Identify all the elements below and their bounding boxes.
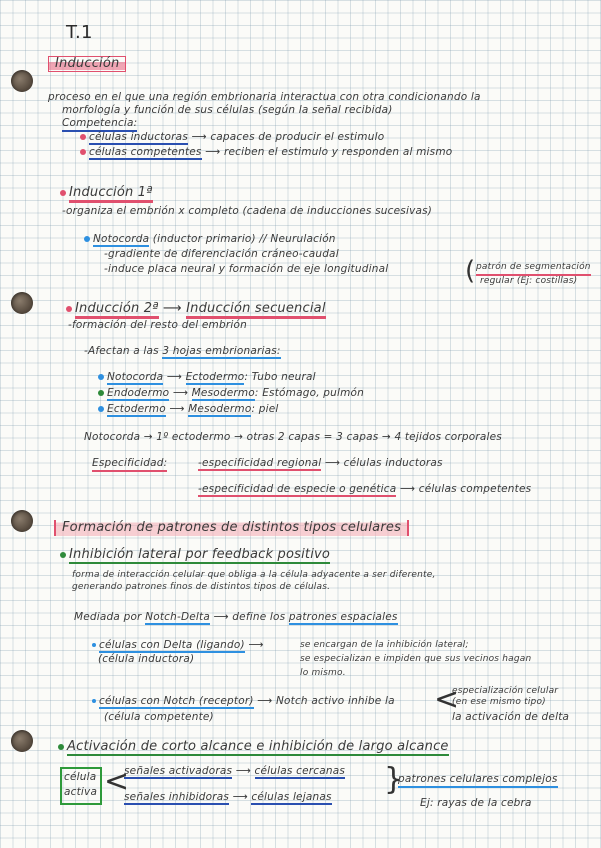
- afectan-line: -Afectan a las 3 hojas embrionarias:: [84, 345, 281, 357]
- bullet-icon: [92, 699, 96, 703]
- notch-line-2: (célula competente): [104, 711, 214, 723]
- inh-def-1: forma de interacción celular que obliga a la célula adyacente a ser diferente,: [72, 570, 436, 580]
- ejemplo-cebra: Ej: rayas de la cebra: [420, 797, 532, 809]
- esp-especie-line: -especificidad de especie o genética ⟶ células competentes: [198, 483, 532, 495]
- bullet-icon: [58, 744, 64, 750]
- esp-regional-line: -especificidad regional ⟶ células inductoras: [198, 457, 443, 469]
- bullet-icon: [66, 306, 72, 312]
- hoja-row-3: Ectodermo ⟶ Mesodermo: piel: [98, 402, 279, 416]
- senales-inhibidoras-line: señales inhibidoras ⟶ células lejanas: [124, 791, 332, 803]
- senales-activadoras-line: señales activadoras ⟶ células cercanas: [124, 765, 346, 777]
- bullet-icon: [80, 134, 86, 140]
- page-title: T.1: [66, 22, 93, 43]
- bullet-icon: [92, 643, 96, 647]
- chain-line: Notocorda → 1º ectodermo → otras 2 capas = 3 capas → 4 tejidos corporales: [84, 431, 502, 443]
- brace-icon: }: [384, 762, 404, 797]
- heading-induccion-1: Inducción 1ª: [60, 186, 153, 200]
- notch-result-1: especialización celular: [452, 686, 559, 696]
- inductoras-row: células inductoras ⟶ capaces de producir el estimulo: [80, 130, 384, 144]
- delta-desc-2: se especializan e impiden que sus vecinos hagan: [300, 654, 532, 664]
- patron-line-1: patrón de segmentación: [476, 260, 591, 276]
- bullet-icon: [60, 552, 66, 558]
- hoja-row-1: Notocorda ⟶ Ectodermo: Tubo neural: [98, 370, 316, 384]
- hoja-row-2: Endodermo ⟶ Mesodermo: Estómago, pulmón: [98, 386, 364, 400]
- bullet-icon: [60, 190, 66, 196]
- brace-icon: <: [104, 764, 130, 799]
- def-line-2: morfología y función de sus células (según la señal recibida): [62, 104, 393, 116]
- competencia-label: Competencia:: [62, 116, 137, 132]
- notocorda-row: Notocorda (inductor primario) // Neurulación: [84, 232, 336, 246]
- punch-hole: [11, 510, 33, 532]
- delta-line-2: (célula inductora): [98, 653, 195, 665]
- mediada-line: Mediada por Notch-Delta ⟶ define los patrones espaciales: [74, 611, 398, 623]
- heading-patrones: Formación de patrones de distintos tipos celulares: [54, 520, 409, 536]
- punch-hole: [11, 70, 33, 92]
- heading-induccion: Inducción: [48, 56, 126, 72]
- brace-icon: <: [434, 682, 460, 717]
- induce-line: -induce placa neural y formación de eje longitudinal: [104, 263, 389, 275]
- inh-def-2: generando patrones finos de distintos tipos de células.: [72, 582, 331, 592]
- bullet-icon: [80, 149, 86, 155]
- delta-desc-3: lo mismo.: [300, 668, 346, 678]
- competentes-row: células competentes ⟶ reciben el estimulo y responden al mismo: [80, 145, 452, 159]
- especificidad-label: Especificidad:: [92, 456, 167, 472]
- heading-inhibicion: Inhibición lateral por feedback positivo: [60, 548, 330, 562]
- punch-hole: [11, 730, 33, 752]
- notch-line-1: células con Notch (receptor) ⟶ Notch activo inhibe la: [92, 694, 395, 708]
- patron-line-2: regular (Ej: costillas): [480, 276, 578, 286]
- delta-line-1: células con Delta (ligando) ⟶: [92, 638, 264, 652]
- patrones-complejos: patrones celulares complejos: [398, 772, 558, 788]
- s3-line-1: -formación del resto del embrión: [68, 319, 247, 331]
- bullet-icon: [98, 406, 104, 412]
- notch-result-2: (en ese mismo tipo): [452, 697, 546, 707]
- notch-result-3: la activación de delta: [452, 711, 570, 723]
- brace-icon: (: [465, 256, 476, 286]
- heading-activacion: Activación de corto alcance e inhibición de largo alcance: [58, 740, 449, 754]
- celula-label-1: célula: [64, 771, 97, 783]
- def-line-1: proceso en el que una región embrionaria interactua con otra condicionando la: [48, 91, 481, 103]
- celula-label-2: activa: [64, 786, 98, 798]
- punch-hole: [11, 292, 33, 314]
- s2-line-1: -organiza el embrión x completo (cadena de inducciones sucesivas): [62, 205, 433, 217]
- heading-induccion-2: Inducción 2ª ⟶ Inducción secuencial: [66, 302, 326, 316]
- bullet-icon: [84, 236, 90, 242]
- bullet-icon: [98, 374, 104, 380]
- delta-desc-1: se encargan de la inhibición lateral;: [300, 640, 469, 650]
- gradiente-line: -gradiente de diferenciación cráneo-caudal: [104, 248, 339, 260]
- bullet-icon: [98, 390, 104, 396]
